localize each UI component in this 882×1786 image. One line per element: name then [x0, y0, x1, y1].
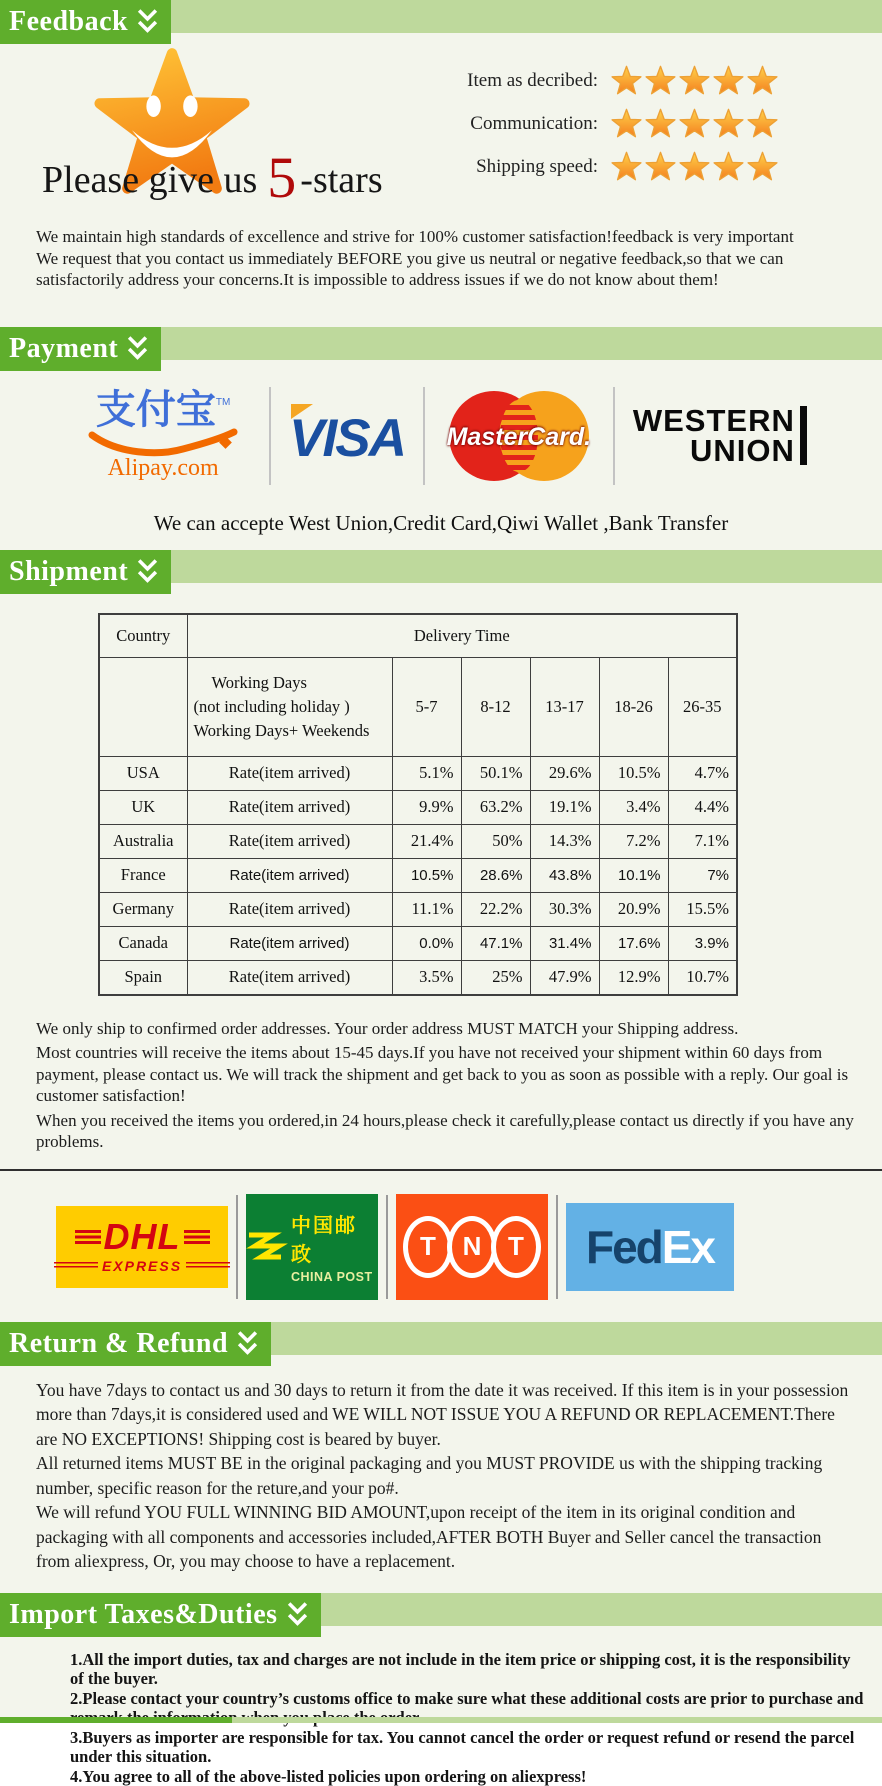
rate-value-cell: 7.1%: [668, 824, 737, 858]
rate-value-cell: 28.6%: [461, 858, 530, 892]
rate-value-cell: 10.5%: [392, 858, 461, 892]
rate-value-cell: 25%: [461, 960, 530, 995]
rate-value-cell: 19.1%: [530, 790, 599, 824]
star-icon: [644, 151, 677, 184]
rate-label-cell: Rate(item arrived): [187, 926, 392, 960]
dhl-text: DHL: [104, 1219, 181, 1255]
dhl-stripes-icon: [184, 1230, 210, 1245]
double-chevron-down-icon: [236, 1329, 259, 1359]
star-icon: [746, 151, 779, 184]
rating-label: Item as decribed:: [438, 70, 598, 92]
return-paragraph: We will refund YOU FULL WINNING BID AMOUNT,upon receipt of the item in its original condition and packaging with all components and accessories included,AFTER BOTH Buyer and Seller cancel the transaction from aliexpress, Or, you may choose to have a replacement.: [36, 1500, 854, 1574]
empty-cell: [99, 657, 187, 756]
country-cell: France: [99, 858, 187, 892]
rate-value-cell: 50%: [461, 824, 530, 858]
feedback-paragraph-line: satisfactorily address your concerns.It is impossible to address issues if we do not know about them!: [36, 269, 856, 291]
fedex-ex-text: Ex: [662, 1220, 714, 1274]
tnt-letter-circle: [403, 1216, 453, 1278]
payment-logos-row: [0, 385, 882, 487]
range-cell: 5-7: [392, 657, 461, 756]
rating-row-communication: [438, 107, 780, 141]
rate-value-cell: 31.4%: [530, 926, 599, 960]
rate-value-cell: 0.0%: [392, 926, 461, 960]
range-cell: 8-12: [461, 657, 530, 756]
table-row: [99, 892, 737, 926]
double-chevron-down-icon: [136, 557, 159, 587]
star-icon: [678, 108, 711, 141]
payment-title: Payment: [9, 333, 118, 365]
rating-row-item-as-described: [438, 64, 780, 98]
shipment-section-header: [0, 550, 882, 594]
double-chevron-down-icon: [136, 7, 159, 37]
rate-value-cell: 20.9%: [599, 892, 668, 926]
dhl-lines-icon: [186, 1262, 230, 1270]
table-row: [99, 824, 737, 858]
import-taxes-item: 3.Buyers as importer are responsible for tax. You cannot cancel the order or request refund or resend the parcel under this situation.: [70, 1728, 866, 1767]
slogan-number: 5: [267, 145, 296, 210]
tnt-letter: T: [508, 1231, 524, 1262]
tnt-letter-circle: [491, 1216, 541, 1278]
rate-value-cell: 4.7%: [668, 756, 737, 790]
visa-logo: [289, 402, 405, 469]
return-paragraph: All returned items MUST BE in the original packaging and you MUST PROVIDE us with the shipping tracking number, specific reason for the reture,and your po#.: [36, 1451, 854, 1500]
mastercard-logo: [443, 387, 595, 485]
five-star-slogan: [42, 144, 383, 211]
return-refund-section-header: [0, 1322, 882, 1366]
rate-label-cell: Rate(item arrived): [187, 858, 392, 892]
rate-value-cell: 4.4%: [668, 790, 737, 824]
return-refund-header-box: [0, 1322, 271, 1366]
dhl-express-text: EXPRESS: [102, 1258, 182, 1274]
china-post-english-text: CHINA POST: [291, 1270, 378, 1284]
import-taxes-header-box: [0, 1593, 321, 1637]
range-cell: 18-26: [599, 657, 668, 756]
country-cell: Germany: [99, 892, 187, 926]
star-icon: [712, 65, 745, 98]
rate-value-cell: 7%: [668, 858, 737, 892]
rate-value-cell: 47.9%: [530, 960, 599, 995]
western-union-line1: WESTERN: [633, 406, 795, 435]
rate-value-cell: 15.5%: [668, 892, 737, 926]
dhl-stripes-icon: [75, 1230, 101, 1245]
alipay-swoosh-icon: [88, 430, 238, 454]
slogan-suffix: -stars: [300, 159, 382, 201]
import-taxes-item: 4.You agree to all of the above-listed policies upon ordering on aliexpress!: [70, 1767, 866, 1786]
working-days-cell: [187, 657, 392, 756]
return-refund-title: Return & Refund: [9, 1328, 228, 1360]
fedex-fed-text: Fed: [586, 1220, 662, 1274]
star-icon: [644, 108, 677, 141]
star-icon: [610, 65, 643, 98]
rate-label-cell: Rate(item arrived): [187, 960, 392, 995]
shipment-paragraph: Most countries will receive the items about 15-45 days.If you have not received your shipment within 60 days from payment, please contact us. We will track the shipment and get back to you as soon as possible with a reply. Our goal is customer satisfaction!: [36, 1042, 860, 1107]
tnt-letter: T: [420, 1231, 436, 1262]
western-union-logo: [633, 406, 807, 465]
visa-text: VISA: [289, 409, 405, 468]
country-cell: Australia: [99, 824, 187, 858]
payment-note: We can accepte West Union,Credit Card,Qiwi Wallet ,Bank Transfer: [0, 511, 882, 536]
feedback-paragraph: [36, 226, 856, 291]
logistics-logos-row: [56, 1194, 882, 1300]
country-cell: Canada: [99, 926, 187, 960]
rate-value-cell: 29.6%: [530, 756, 599, 790]
working-days-line: Working Days+ Weekends: [194, 719, 386, 743]
feedback-paragraph-line: We maintain high standards of excellence and strive for 100% customer satisfaction!feedback is very important: [36, 226, 856, 248]
star-icon: [678, 65, 711, 98]
star-icon: [644, 65, 677, 98]
fedex-logo: [566, 1203, 734, 1291]
rate-value-cell: 10.1%: [599, 858, 668, 892]
rate-value-cell: 12.9%: [599, 960, 668, 995]
double-chevron-down-icon: [126, 334, 149, 364]
table-row: [99, 790, 737, 824]
dhl-lines-icon: [54, 1262, 98, 1270]
rating-label: Shipping speed:: [438, 156, 598, 178]
feedback-paragraph-line: We request that you contact us immediately BEFORE you give us neutral or negative feedback,so that we can: [36, 248, 856, 270]
import-taxes-section-header: [0, 1593, 882, 1637]
range-cell: 26-35: [668, 657, 737, 756]
slogan-prefix: Please give us: [42, 159, 257, 201]
star-icon: [610, 151, 643, 184]
rate-value-cell: 30.3%: [530, 892, 599, 926]
feedback-header-box: [0, 0, 171, 44]
shipment-paragraph: We only ship to confirmed order addresses. Your order address MUST MATCH your Shipping address.: [36, 1018, 860, 1040]
alipay-trademark: TM: [216, 397, 230, 408]
china-post-logo: [246, 1194, 378, 1300]
star-icon: [678, 151, 711, 184]
import-taxes-title: Import Taxes&Duties: [9, 1599, 278, 1631]
logo-separator: [423, 387, 425, 485]
rate-value-cell: 50.1%: [461, 756, 530, 790]
rate-label-cell: Rate(item arrived): [187, 756, 392, 790]
rate-label-cell: Rate(item arrived): [187, 892, 392, 926]
star-icon: [746, 108, 779, 141]
feedback-section-header: [0, 0, 882, 44]
rate-value-cell: 7.2%: [599, 824, 668, 858]
rate-value-cell: 5.1%: [392, 756, 461, 790]
shipment-paragraph: When you received the items you ordered,in 24 hours,please check it carefully,please contact us directly if you have any problems.: [36, 1110, 860, 1153]
rate-value-cell: 21.4%: [392, 824, 461, 858]
double-chevron-down-icon: [286, 1600, 309, 1630]
delivery-time-table: [98, 613, 738, 996]
logo-separator: [613, 387, 615, 485]
rating-row-shipping-speed: [438, 150, 780, 184]
alipay-domain-text: Alipay.com: [108, 455, 219, 482]
table-subheader-row: [99, 657, 737, 756]
payment-section-header: [0, 327, 882, 371]
rate-value-cell: 22.2%: [461, 892, 530, 926]
tnt-letter: N: [463, 1231, 482, 1262]
rate-value-cell: 9.9%: [392, 790, 461, 824]
rate-value-cell: 10.5%: [599, 756, 668, 790]
horizontal-divider: [0, 1169, 882, 1171]
tnt-letter-circle: [447, 1216, 497, 1278]
table-header-row: [99, 614, 737, 658]
range-cell: 13-17: [530, 657, 599, 756]
shipment-paragraphs: [36, 1018, 860, 1153]
western-union-line2: UNION: [633, 436, 795, 465]
rate-value-cell: 63.2%: [461, 790, 530, 824]
shipment-header-box: [0, 550, 171, 594]
country-cell: Spain: [99, 960, 187, 995]
logo-separator: [556, 1195, 558, 1299]
star-icon: [610, 108, 643, 141]
rating-list: [438, 64, 780, 184]
table-row: [99, 756, 737, 790]
import-taxes-item: 1.All the import duties, tax and charges are not include in the item price or shipping cost, it is the responsibility of the buyer.: [70, 1650, 866, 1689]
rate-value-cell: 47.1%: [461, 926, 530, 960]
tnt-logo: [396, 1194, 548, 1300]
feedback-title: Feedback: [9, 6, 128, 38]
rate-value-cell: 11.1%: [392, 892, 461, 926]
star-icon: [712, 108, 745, 141]
working-days-line: Working Days: [212, 671, 386, 695]
import-taxes-item: 2.Please contact your country’s customs office to make sure what these additional costs are prior to purchase and: [70, 1689, 866, 1728]
rate-value-cell: 3.5%: [392, 960, 461, 995]
rating-label: Communication:: [438, 113, 598, 135]
table-row: [99, 960, 737, 995]
working-days-line: (not including holiday ): [194, 695, 386, 719]
alipay-logo: [75, 390, 251, 482]
payment-header-box: [0, 327, 161, 371]
rate-value-cell: 10.7%: [668, 960, 737, 995]
rate-label-cell: Rate(item arrived): [187, 790, 392, 824]
country-cell: USA: [99, 756, 187, 790]
logo-separator: [386, 1195, 388, 1299]
return-paragraph: You have 7days to contact us and 30 days to return it from the date it was received. If this item is in your possession more than 7days,it is considered used and WE WILL NOT ISSUE YOU A REFUND OR REPLACEMENT.There are NO EXCEPTIONS! Shipping cost is beared by buyer.: [36, 1378, 854, 1452]
logo-separator: [269, 387, 271, 485]
rate-value-cell: 43.8%: [530, 858, 599, 892]
china-post-chinese-text: 中国邮政: [291, 1209, 378, 1267]
return-refund-paragraphs: [36, 1378, 854, 1574]
next-section-header-edge: [0, 1717, 882, 1723]
country-cell: UK: [99, 790, 187, 824]
rate-value-cell: 14.3%: [530, 824, 599, 858]
logo-separator: [236, 1195, 238, 1299]
star-icon: [712, 151, 745, 184]
feedback-content: [0, 44, 882, 214]
table-row: [99, 858, 737, 892]
alipay-chinese-text: 支付宝: [96, 387, 216, 433]
dhl-logo: [56, 1206, 228, 1288]
table-row: [99, 926, 737, 960]
rate-value-cell: 3.4%: [599, 790, 668, 824]
rate-value-cell: 3.9%: [668, 926, 737, 960]
mastercard-text: MasterCard.: [443, 423, 595, 452]
column-header-country: Country: [99, 614, 187, 658]
star-icon: [746, 65, 779, 98]
visa-flag-icon: [291, 404, 313, 419]
shipment-title: Shipment: [9, 556, 128, 588]
rate-label-cell: Rate(item arrived): [187, 824, 392, 858]
column-header-delivery-time: Delivery Time: [187, 614, 737, 658]
rate-value-cell: 17.6%: [599, 926, 668, 960]
section-header-box-edge: [0, 1717, 232, 1723]
china-post-emblem-icon: [246, 1225, 284, 1269]
